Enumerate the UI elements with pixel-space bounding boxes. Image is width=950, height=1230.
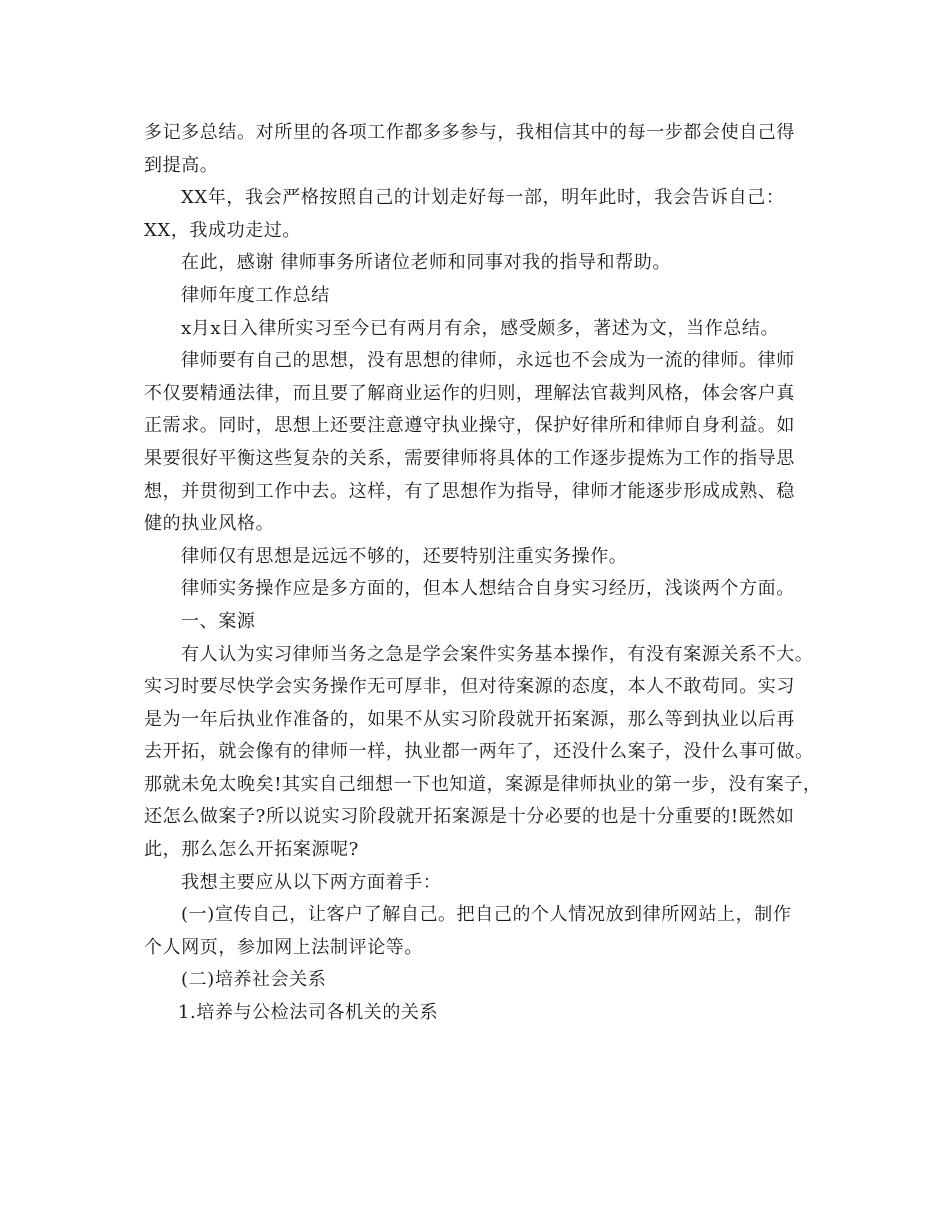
section-heading: 一、案源 <box>181 610 256 632</box>
text-line: 是为一年后执业作准备的，如果不从实习阶段就开拓案源，那么等到执业以后再 <box>144 708 795 730</box>
text-line: 想，并贯彻到工作中去。这样，有了思想作为指导，律师才能逐步形成成熟、稳 <box>144 480 795 502</box>
text-line: 不仅要精通法律，而且要了解商业运作的归则，理解法官裁判风格，体会客户真 <box>144 382 795 404</box>
text-line: (一)宣传自己，让客户了解自己。把自己的个人情况放到律所网站上，制作 <box>181 904 792 926</box>
text-line: 律师实务操作应是多方面的，但本人想结合自身实习经历，浅谈两个方面。 <box>181 578 795 600</box>
document-body <box>144 117 822 1030</box>
text-line: 实习时要尽快学会实务操作无可厚非，但对待案源的态度，本人不敢苟同。实习 <box>144 676 795 698</box>
list-item: 1.培养与公检法司各机关的关系 <box>178 1002 439 1024</box>
text-line: 个人网页，参加网上法制评论等。 <box>144 936 423 958</box>
text-line: 正需求。同时，思想上还要注意遵守执业操守，保护好律所和律师自身利益。如 <box>144 415 795 437</box>
text-line: 此，那么怎么开拓案源呢? <box>144 839 359 861</box>
text-line: 去开拓，就会像有的律师一样，执业都一两年了，还没什么案子，没什么事可做。 <box>144 741 814 763</box>
text-line: 健的执业风格。 <box>144 513 275 535</box>
section-heading: 律师年度工作总结 <box>181 284 330 306</box>
text-line: x月x日入律所实习至今已有两月有余，感受颇多，著述为文，当作总结。 <box>181 317 780 339</box>
text-line: 有人认为实习律师当务之急是学会案件实务基本操作，有没有案源关系不大。 <box>181 643 814 665</box>
text-line: 我想主要应从以下两方面着手： <box>181 871 442 893</box>
text-line: 那就未免太晚矣!其实自己细想一下也知道，案源是律师执业的第一步，没有案子， <box>144 773 822 795</box>
text-line: 还怎么做案子?所以说实习阶段就开拓案源是十分必要的也是十分重要的!既然如 <box>144 806 795 828</box>
text-line: 到提高。 <box>144 154 219 176</box>
text-line: 律师仅有思想是远远不够的，还要特别注重实务操作。 <box>181 545 628 567</box>
text-line: 多记多总结。对所里的各项工作都多多参与，我相信其中的每一步都会使自己得 <box>144 122 795 143</box>
text-line: 律师要有自己的思想，没有思想的律师，永远也不会成为一流的律师。律师 <box>181 350 795 372</box>
text-line: XX，我成功走过。 <box>144 219 302 241</box>
text-line: 在此，感谢 律师事务所诸位老师和同事对我的指导和帮助。 <box>181 252 671 274</box>
text-line: XX年，我会严格按照自己的计划走好每一部，明年此时，我会告诉自己： <box>181 187 785 209</box>
subsection-heading: (二)培养社会关系 <box>181 969 327 991</box>
text-line: 果要很好平衡这些复杂的关系，需要律师将具体的工作逐步提炼为工作的指导思 <box>144 447 795 469</box>
